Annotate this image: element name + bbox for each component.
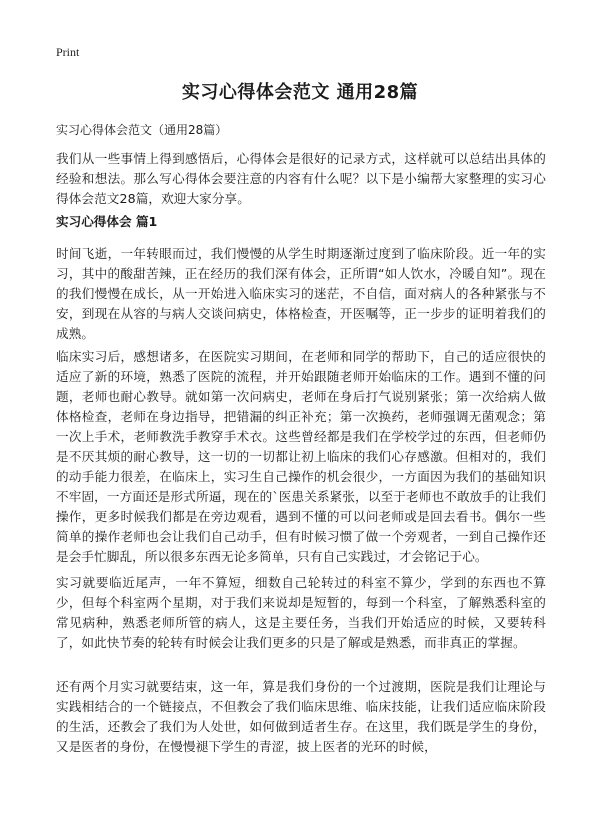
print-link[interactable]: Print <box>56 45 80 59</box>
body-paragraph-1: 时间飞逝，一年转眼而过，我们慢慢的从学生时期逐渐过度到了临床阶段。近一年的实习，其中的酸甜苦辣，正在经历的我们深有体会，正所谓“如人饮水，冷暖自知”。现在的我们慢慢在成长，从一开始进入临床实习的迷茫，不自信，面对病人的各种紧张与不安，到现在从容的与病人交谈问病史，体格检查，开医嘱等，正一步步的证明着我们的成熟。 <box>56 246 546 341</box>
intro-paragraph: 我们从一些事情上得到感悟后，心得体会是很好的记录方式，这样就可以总结出具体的经验和想法。那么写心得体会要注意的内容有什么呢？以下是小编帮大家整理的实习心得体会范文28篇，欢迎大家分享。 <box>56 151 546 206</box>
body-paragraph-3: 实习就要临近尾声，一年不算短，细数自己轮转过的科室不算少，学到的东西也不算少，但每个科室两个星期，对于我们来说却是短暂的，每到一个科室，了解熟悉科室的常见病种，熟悉老师所管的病人，这是主要任务，当我们开始适应的时候，又要转科了，如此快节奏的轮转有时候会让我们更多的只是了解或是熟悉，而非真正的掌握。 <box>56 575 546 650</box>
body-paragraph-2: 临床实习后，感想诸多，在医院实习期间，在老师和同学的帮助下，自己的适应很快的适应了新的环境，熟悉了医院的流程，并开始跟随老师开始临床的工作。遇到不懂的问题，老师也耐心教导。就如第一次问病史，老师在身后打气说别紧张；第一次给病人做体格检查，老师在身边指导，把错漏的纠正补充；第一次换药，老师强调无菌观念；第一次上手术，老师教洗手教穿手术衣。这些曾经都是我们在学校学过的东西，但老师仍是不厌其烦的耐心教导，这一切的一切都让初上临床的我们心存感激。但相对的，我们的动手能力很差，在临床上，实习生自己操作的机会很少，一方面因为我们的基础知识不牢固，一方面还是形式所逼，现在的`医患关系紧张，以至于老师也不敢放手的让我们操作，更多时候我们都是在旁边观看，遇到不懂的可以问老师或是回去看书。偶尔一些简单的操作老师也会让我们自己动手，但有时候习惯了做一个旁观者，一到自己操作还是会手忙脚乱，所以很多东西无论多简单，只有自己实践过，才会铭记于心。 <box>56 349 546 564</box>
document-subtitle: 实习心得体会范文（通用28篇） <box>56 123 228 137</box>
section-heading: 实习心得体会 篇1 <box>56 214 158 229</box>
body-paragraph-4: 还有两个月实习就要结束，这一年，算是我们身份的一个过渡期，医院是我们让理论与实践相结合的一个链接点，不但教会了我们临床思维、临床技能，让我们适应临床阶段的生活，还教会了我们为人处世，如何做到适者生存。在这里，我们既是学生的身份，又是医者的身份，在慢慢褪下学生的青涩，披上医者的光环的时候， <box>56 679 546 754</box>
document-title: 实习心得体会范文 通用28篇 <box>181 82 419 103</box>
